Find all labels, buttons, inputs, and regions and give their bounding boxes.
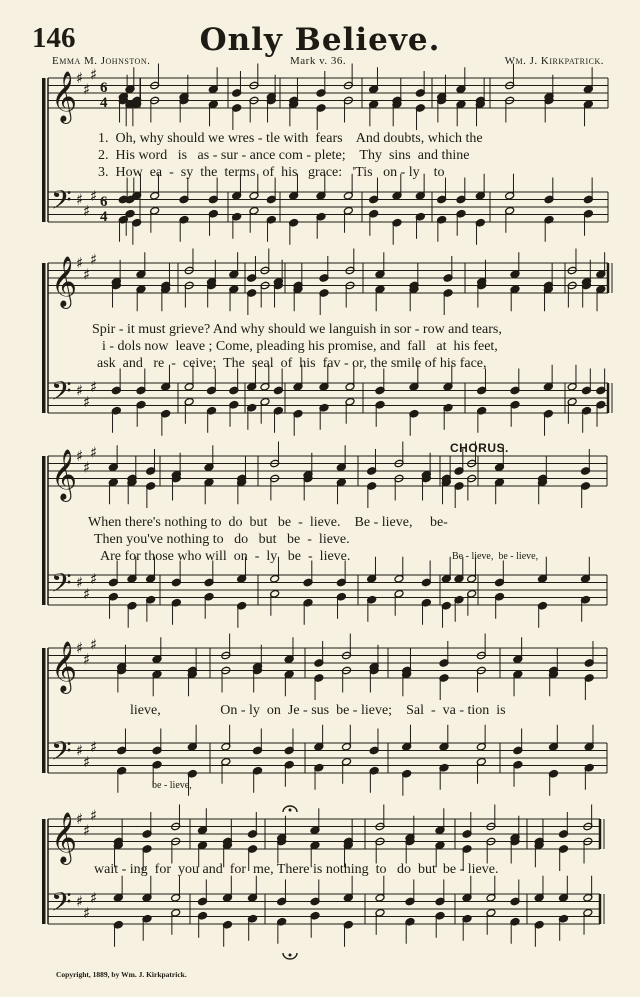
system-brace xyxy=(42,78,46,222)
system4-bass-words: be - lieve, xyxy=(152,780,192,791)
chorus-label: CHORUS. xyxy=(450,441,509,455)
system3-verse1: When there's nothing to do but be - lieve. Be - lieve, be- xyxy=(88,515,448,530)
sharp-icon: ♯ xyxy=(83,265,91,284)
sharp-icon: ♯ xyxy=(90,737,98,756)
copyright-notice: Copyright, 1889, by Wm. J. Kirkpatrick. xyxy=(56,970,187,979)
fermata-dot xyxy=(289,809,292,812)
system1-verse2: 2. His word is as - sur - ance com - plete; Thy sins and thine xyxy=(98,148,470,163)
treble-clef-icon: 𝄞 xyxy=(51,641,78,692)
system2-verse1: Spir - it must grieve? And why should we languish in sor - row and tears, xyxy=(92,322,502,337)
treble-clef-icon: 𝄞 xyxy=(51,256,78,307)
system-brace xyxy=(42,456,46,605)
sharp-icon: ♯ xyxy=(90,806,98,825)
bass-clef-icon: 𝄢 xyxy=(51,567,72,605)
composer-credit: Wm. J. Kirkpatrick. xyxy=(504,55,604,67)
sharp-icon: ♯ xyxy=(83,201,91,220)
sharp-icon: ♯ xyxy=(76,892,84,911)
sharp-icon: ♯ xyxy=(83,458,91,477)
sharp-icon: ♯ xyxy=(83,392,91,411)
sharp-icon: ♯ xyxy=(90,186,98,205)
sharp-icon: ♯ xyxy=(90,65,98,84)
system-brace xyxy=(42,819,46,924)
bass-clef-icon: 𝄢 xyxy=(51,735,72,773)
sharp-icon: ♯ xyxy=(90,443,98,462)
sharp-icon: ♯ xyxy=(83,80,91,99)
system5-lyric: wait - ing for you and for me, There is nothing to do but be - lieve. xyxy=(94,862,499,877)
time-signature-top: 6 xyxy=(100,80,108,96)
system3-verse2: Then you've nothing to do but be - lieve. xyxy=(94,532,350,547)
sharp-icon: ♯ xyxy=(90,250,98,269)
scripture-reference: Mark v. 36. xyxy=(290,55,347,67)
system4-lyric: lieve, On - ly on Je - sus be - lieve; Sal - va - tion is xyxy=(130,703,506,718)
system-brace xyxy=(42,648,46,773)
sharp-icon: ♯ xyxy=(76,810,84,828)
sharp-icon: ♯ xyxy=(76,741,84,760)
treble-clef-icon: 𝄞 xyxy=(51,71,78,122)
sharp-icon: ♯ xyxy=(83,650,91,669)
sharp-icon: ♯ xyxy=(90,635,98,654)
sharp-icon: ♯ xyxy=(83,903,91,922)
system1-verse1: 1. Oh, why should we wres - tle with fears And doubts, which the xyxy=(98,131,483,146)
time-signature-bottom: 4 xyxy=(100,95,108,111)
sharp-icon: ♯ xyxy=(76,573,84,592)
sharp-icon: ♯ xyxy=(76,447,84,465)
sharp-icon: ♯ xyxy=(90,377,98,396)
sharp-icon: ♯ xyxy=(83,821,91,840)
time-signature-bottom: 4 xyxy=(100,209,108,225)
bass-clef-icon: 𝄢 xyxy=(51,184,72,222)
sharp-icon: ♯ xyxy=(76,639,84,657)
sharp-icon: ♯ xyxy=(83,584,91,603)
system2-verse3: ask and re - ceive; The seal of his fav - or, the smile of his face, xyxy=(97,356,487,371)
time-signature-top: 6 xyxy=(100,194,108,210)
fermata-dot xyxy=(289,954,292,957)
sharp-icon: ♯ xyxy=(90,569,98,588)
sharp-icon: ♯ xyxy=(83,752,91,771)
bass-clef-icon: 𝄢 xyxy=(51,886,72,924)
system3-alto-words: Be - lieve, be - lieve, xyxy=(452,551,539,562)
sharp-icon: ♯ xyxy=(76,381,84,400)
page-number: 146 xyxy=(32,22,76,54)
sharp-icon: ♯ xyxy=(76,69,84,87)
sharp-icon: ♯ xyxy=(90,888,98,907)
bass-clef-icon: 𝄢 xyxy=(51,375,72,413)
system2-verse2: i - dols now leave ; Come, pleading his promise, and fall at his feet, xyxy=(102,339,498,354)
system3-verse3: Are for those who will on - ly be - lieve. xyxy=(100,549,351,564)
lyricist-credit: Emma M. Johnston. xyxy=(52,55,151,67)
treble-clef-icon: 𝄞 xyxy=(51,812,78,863)
treble-clef-icon: 𝄞 xyxy=(51,449,78,500)
system-brace xyxy=(42,263,46,413)
hymn-title: Only Believe. xyxy=(199,22,441,58)
sharp-icon: ♯ xyxy=(76,190,84,209)
system1-verse3: 3. How ea - sy the terms of his grace: 'Tis on - ly to xyxy=(98,165,445,180)
sharp-icon: ♯ xyxy=(76,254,84,272)
